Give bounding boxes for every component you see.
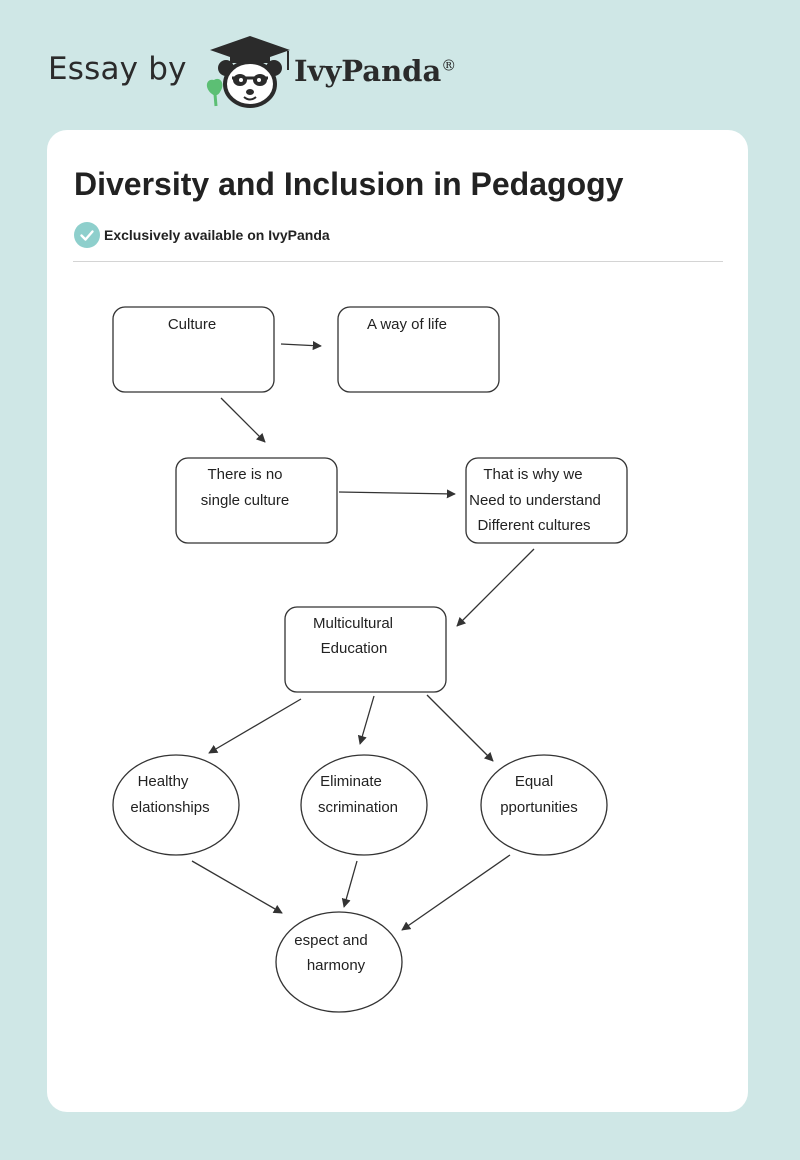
node-multicultural-education — [285, 607, 446, 692]
brand-name: IvyPanda® — [294, 54, 457, 88]
node-healthy-relationships — [113, 755, 239, 855]
arrow-no-single-to-that-is-why — [339, 492, 455, 494]
essay-card — [47, 130, 748, 1112]
node-multicultural-line-2: Education — [320, 640, 388, 657]
page-title: Diversity and Inclusion in Pedagogy — [74, 166, 624, 202]
concept-flowchart — [47, 130, 748, 1112]
node-eliminate-line-2: scrimination — [317, 799, 399, 816]
node-equal-line-1: Equal — [514, 773, 554, 790]
arrow-equal-to-respect — [402, 855, 510, 930]
node-that-is-why-line-3: Different cultures — [477, 517, 591, 534]
node-respect-harmony — [276, 912, 402, 1012]
arrow-that-is-why-to-multicultural — [457, 549, 534, 626]
node-culture-line-1: Culture — [167, 316, 217, 333]
node-that-is-why-line-2: Need to understand — [469, 492, 601, 509]
arrow-multicultural-to-equal — [427, 695, 493, 761]
node-respect-line-1: espect and — [294, 932, 368, 949]
brand-header — [48, 34, 488, 114]
node-no-single-culture — [176, 458, 337, 543]
node-healthy-line-1: Healthy — [137, 773, 189, 790]
arrow-culture-to-way-of-life — [281, 344, 321, 346]
node-way-of-life — [338, 307, 499, 392]
arrow-eliminate-to-respect — [344, 861, 357, 907]
exclusive-badge-label: Exclusively available on IvyPanda — [104, 227, 330, 243]
node-that-is-why — [466, 458, 627, 543]
node-respect-line-2: harmony — [306, 957, 366, 974]
node-no-single-culture-line-2: single culture — [200, 492, 290, 509]
node-eliminate-discrimination — [301, 755, 427, 855]
node-eliminate-line-1: Eliminate — [320, 773, 382, 790]
node-multicultural-line-1: Multicultural — [312, 615, 394, 632]
essay-by-label: Essay by — [48, 51, 187, 87]
arrow-culture-to-no-single — [221, 398, 265, 442]
node-culture — [113, 307, 274, 392]
node-that-is-why-line-1: That is why we — [483, 466, 583, 483]
node-equal-line-2: pportunities — [500, 799, 578, 816]
arrow-healthy-to-respect — [192, 861, 282, 913]
arrow-multicultural-to-healthy — [209, 699, 301, 753]
arrow-multicultural-to-eliminate — [360, 696, 374, 744]
node-healthy-line-2: elationships — [130, 799, 210, 816]
node-equal-opportunities — [481, 755, 607, 855]
node-no-single-culture-line-1: There is no — [207, 466, 283, 483]
panda-graduate-icon — [202, 34, 298, 110]
node-way-of-life-line-1: A way of life — [366, 316, 448, 333]
